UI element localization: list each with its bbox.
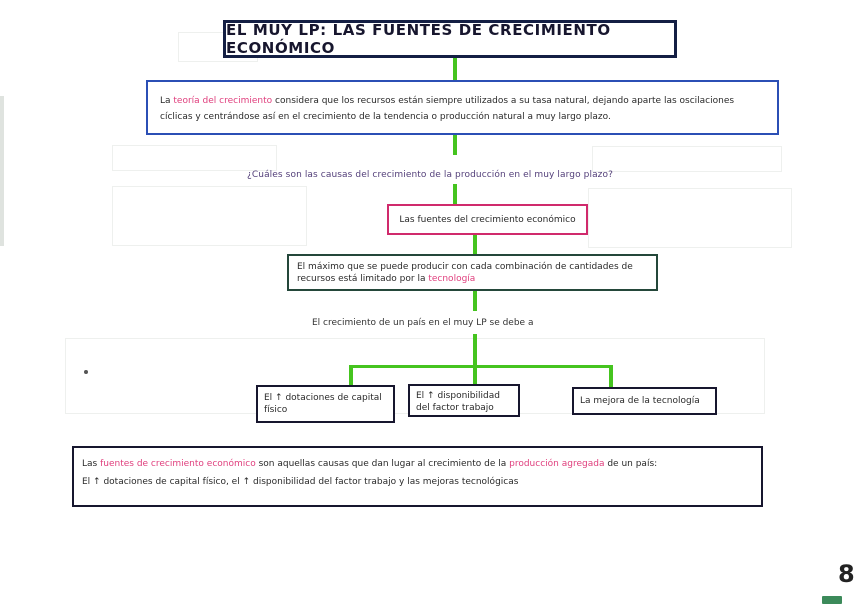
summary-part2: son aquellas causas que dan lugar al crecimiento de la xyxy=(258,459,507,469)
maximo-box xyxy=(287,254,658,291)
connector-line xyxy=(473,235,477,254)
leaf-capital-fisico xyxy=(256,385,395,423)
ghost-box xyxy=(112,186,307,246)
connector-line xyxy=(473,365,477,384)
connector-line xyxy=(349,365,613,368)
ghost-box xyxy=(592,146,782,172)
connector-line xyxy=(473,334,477,366)
page-number: 8 xyxy=(838,560,855,588)
definition-highlight: teoría del crecimiento xyxy=(173,96,273,106)
leaf-label: La mejora de la tecnología xyxy=(580,396,700,406)
summary-box xyxy=(72,446,763,507)
connector-line xyxy=(609,365,613,387)
leaf-label: El ↑ dotaciones de capital físico xyxy=(264,393,382,415)
ghost-box xyxy=(588,188,792,248)
connector-line xyxy=(453,135,457,155)
connector-line xyxy=(453,184,457,204)
summary-highlight1: fuentes de crecimiento económico xyxy=(100,459,256,469)
crecimiento-label: El crecimiento de un país en el muy LP se debe a xyxy=(312,318,534,328)
leaf-factor-trabajo xyxy=(408,384,520,417)
definition-box xyxy=(146,80,779,135)
definition-prefix: La xyxy=(160,96,171,106)
definition-text: considera que los recursos están siempre utilizados a su tasa natural, dejando aparte las oscilaciones cíclicas y centrándose así en el crecimiento de la tendencia o producción natural a muy largo plazo. xyxy=(160,96,735,122)
summary-highlight2: producción agregada xyxy=(509,459,605,469)
page-title: EL MUY LP: LAS FUENTES DE CRECIMIENTO ECONÓMICO xyxy=(223,20,677,58)
question-text: ¿Cuáles son las causas del crecimiento de la producción en el muy largo plazo? xyxy=(247,170,613,180)
connector-line xyxy=(349,365,353,385)
connector-line xyxy=(453,58,457,80)
connector-line xyxy=(473,291,477,311)
leaf-label: El ↑ disponibilidad del factor trabajo xyxy=(416,391,500,413)
maximo-highlight: tecnología xyxy=(428,274,476,284)
maximo-text: El máximo que se puede producir con cada combinación de cantidades de recursos está limitado por la xyxy=(297,262,633,284)
leaf-tecnologia xyxy=(572,387,717,415)
summary-part3: de un país: xyxy=(607,459,658,469)
fuentes-box xyxy=(387,204,588,235)
ghost-box xyxy=(112,145,277,171)
stray-mark xyxy=(84,370,88,374)
summary-part1: Las xyxy=(82,459,98,469)
fuentes-label: Las fuentes del crecimiento económico xyxy=(399,214,576,225)
watermark-logo xyxy=(822,596,842,604)
summary-line2: El ↑ dotaciones de capital físico, el ↑ disponibilidad del factor trabajo y las mejoras tecnológicas xyxy=(82,477,519,487)
page-edge-shadow xyxy=(0,96,4,246)
